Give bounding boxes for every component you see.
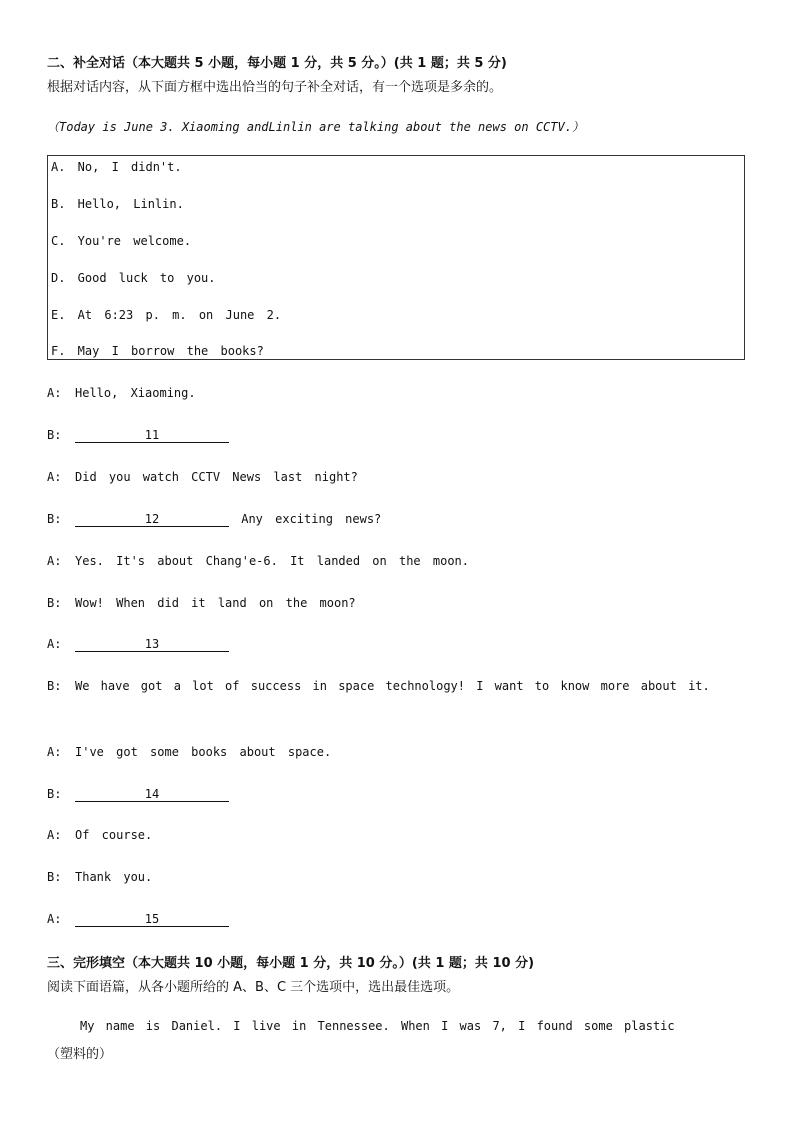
dialogue-text: Yes. It's about Chang'e-6. It landed on the moon. (75, 554, 470, 568)
dialogue-text: We have got a lot of success in space technology! I want to know more about it. (75, 679, 710, 693)
dialogue-text: Of course. (75, 828, 153, 842)
dialogue-line (47, 470, 358, 484)
dialogue-line (47, 386, 196, 400)
speaker-label: A: (47, 386, 62, 400)
answer-blank-15[interactable]: 15 (75, 913, 229, 927)
answer-blank-11[interactable]: 11 (75, 429, 229, 443)
speaker-label: B: (47, 596, 62, 610)
option-e: E. At 6:23 p. m. on June 2. (51, 308, 282, 322)
dialogue-line (47, 870, 152, 884)
section3-heading: 三、完形填空（本大题共 10 小题，每小题 1 分，共 10 分。）(共 1 题；共 10 分) (47, 956, 535, 971)
dialogue-line (47, 554, 469, 568)
speaker-label: B: (47, 512, 62, 526)
dialogue-line (47, 428, 229, 443)
option-f: F. May I borrow the books? (51, 344, 264, 358)
dialogue-text: Thank you. (75, 870, 153, 884)
speaker-label: A: (47, 470, 62, 484)
speaker-label: B: (47, 679, 62, 693)
option-a: A. No, I didn't. (51, 160, 182, 174)
section3-instruction: 阅读下面语篇，从各小题所给的 A、B、C 三个选项中，选出最佳选项。 (47, 980, 460, 995)
dialogue-text: Did you watch CCTV News last night? (75, 470, 358, 484)
scene-description: （Today is June 3. Xiaoming andLinlin are talking about the news on CCTV.） (47, 120, 584, 134)
passage-line-1: My name is Daniel. I live in Tennessee. When I was 7, I found some plastic (80, 1019, 675, 1033)
speaker-label: A: (47, 745, 62, 759)
speaker-label: B: (47, 787, 62, 801)
dialogue-text: Hello, Xiaoming. (75, 386, 196, 400)
section2-heading: 二、补全对话（本大题共 5 小题，每小题 1 分，共 5 分。）(共 1 题；共 5 分) (47, 56, 507, 71)
dialogue-text: Any exciting news? (241, 512, 382, 526)
option-c: C. You're welcome. (51, 234, 192, 248)
dialogue-line (47, 512, 381, 527)
dialogue-line (47, 745, 331, 759)
speaker-label: A: (47, 637, 62, 651)
dialogue-text: Wow! When did it land on the moon? (75, 596, 356, 610)
dialogue-line (47, 828, 152, 842)
speaker-label: B: (47, 428, 62, 442)
dialogue-line (47, 912, 229, 927)
dialogue-line (47, 679, 710, 693)
dialogue-line (47, 787, 229, 802)
answer-blank-12[interactable]: 12 (75, 513, 229, 527)
options-box (47, 155, 745, 360)
speaker-label: B: (47, 870, 62, 884)
option-b: B. Hello, Linlin. (51, 197, 184, 211)
section2-instruction: 根据对话内容，从下面方框中选出恰当的句子补全对话，有一个选项是多余的。 (47, 80, 503, 95)
dialogue-line (47, 596, 356, 610)
dialogue-line (47, 637, 229, 652)
speaker-label: A: (47, 828, 62, 842)
option-d: D. Good luck to you. (51, 271, 216, 285)
speaker-label: A: (47, 912, 62, 926)
dialogue-text: I've got some books about space. (75, 745, 332, 759)
speaker-label: A: (47, 554, 62, 568)
answer-blank-13[interactable]: 13 (75, 638, 229, 652)
passage-line-2: （塑料的） (47, 1047, 113, 1062)
answer-blank-14[interactable]: 14 (75, 788, 229, 802)
